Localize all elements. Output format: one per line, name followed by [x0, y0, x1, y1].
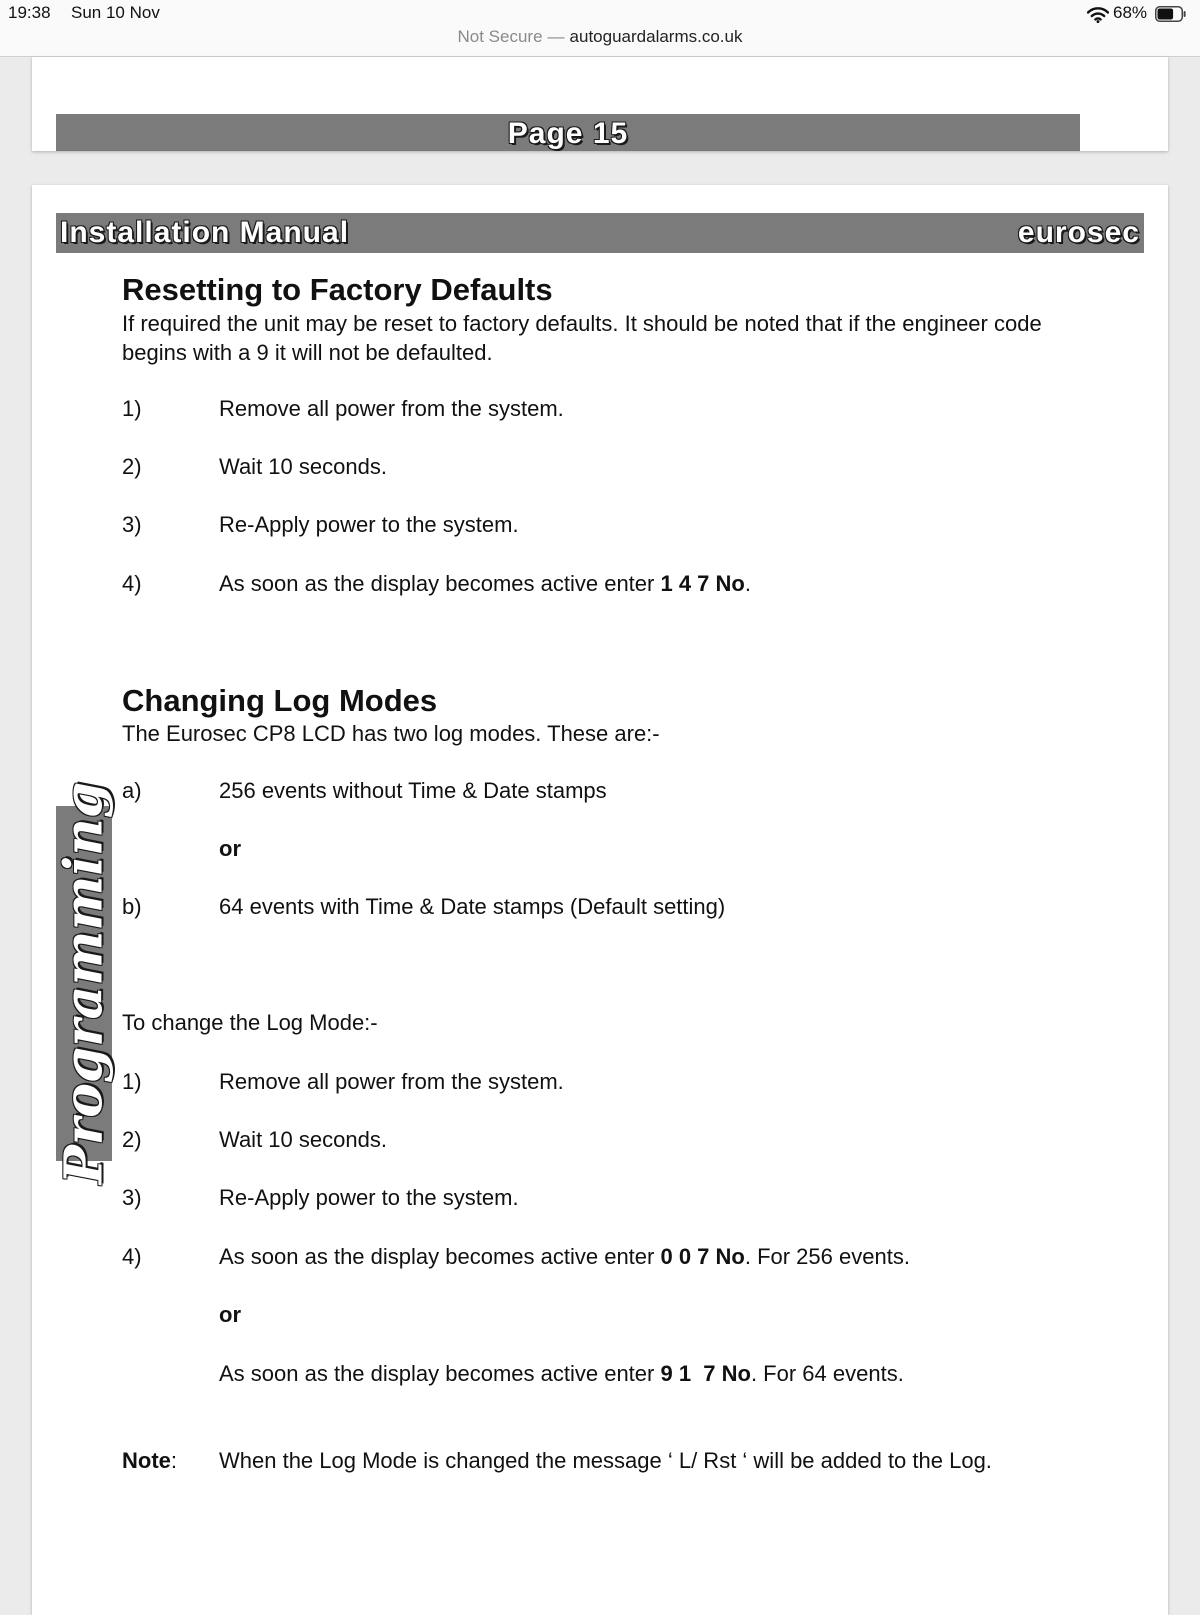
log-step-or: or — [219, 1302, 241, 1327]
reset-intro-line-1: If required the unit may be reset to factory defaults. It should be noted that if the engineer code — [122, 311, 1042, 336]
security-label: Not Secure — [457, 27, 543, 46]
log-step-text: Remove all power from the system. — [219, 1069, 564, 1094]
reset-step-number: 2) — [122, 454, 142, 479]
reset-step-text: Wait 10 seconds. — [219, 454, 387, 479]
log-alt-step-text — [219, 1361, 904, 1387]
reset-step-suffix: . — [744, 571, 751, 596]
section-side-tab — [53, 781, 115, 1185]
log-option-or: or — [219, 836, 241, 861]
log-alt-suffix: . For 64 events. — [750, 1361, 904, 1386]
domain-text: autoguardalarms.co.uk — [569, 27, 743, 46]
brand-name: eurosec — [1017, 216, 1140, 249]
wifi-icon — [1087, 7, 1109, 23]
note-label-text: Note — [122, 1448, 171, 1473]
log-step-suffix: . For 256 events. — [744, 1244, 910, 1269]
log-step-text: Wait 10 seconds. — [219, 1127, 387, 1152]
reset-step-text — [219, 571, 751, 597]
status-time: 19:38 — [8, 3, 51, 22]
log-step-number: 4) — [122, 1244, 142, 1269]
side-tab-label: Programming — [53, 781, 115, 1185]
battery-percent: 68% — [1113, 3, 1148, 22]
reset-step-number: 1) — [122, 396, 142, 421]
change-log-intro: To change the Log Mode:- — [122, 1010, 378, 1035]
log-code-64: 9 1 7 No — [660, 1361, 751, 1386]
status-bar — [0, 0, 1200, 57]
page-number-band — [56, 114, 1080, 151]
battery-fill — [1158, 9, 1174, 20]
address-bar[interactable] — [0, 27, 1200, 47]
log-step-number: 2) — [122, 1127, 142, 1152]
status-date: Sun 10 Nov — [71, 3, 160, 22]
manual-header-band — [56, 213, 1144, 253]
log-option-label: b) — [122, 894, 142, 919]
reset-intro-line-2: begins with a 9 it will not be defaulted. — [122, 340, 493, 365]
address-separator: — — [547, 27, 565, 46]
log-step-text: Re-Apply power to the system. — [219, 1185, 519, 1210]
log-step-number: 1) — [122, 1069, 142, 1094]
log-alt-prefix: As soon as the display becomes active enter — [219, 1361, 661, 1386]
log-step-prefix: As soon as the display becomes active enter — [219, 1244, 661, 1269]
reset-step-text: Remove all power from the system. — [219, 396, 564, 421]
previous-page-sheet — [32, 57, 1168, 151]
log-option-text: 256 events without Time & Date stamps — [219, 778, 607, 803]
note-label — [122, 1448, 177, 1474]
reset-step-number: 3) — [122, 512, 142, 537]
battery-icon — [1155, 6, 1186, 22]
log-option-text: 64 events with Time & Date stamps (Default setting) — [219, 894, 726, 919]
log-code-256: 0 0 7 No — [660, 1244, 745, 1269]
reset-step-text: Re-Apply power to the system. — [219, 512, 519, 537]
reset-step-prefix: As soon as the display becomes active enter — [219, 571, 661, 596]
log-section-title: Changing Log Modes — [122, 683, 438, 718]
log-step-text — [219, 1244, 910, 1270]
reset-code: 1 4 7 No — [660, 571, 745, 596]
page-number: Page 15 — [507, 117, 629, 150]
reset-step-number: 4) — [122, 571, 142, 596]
log-intro: The Eurosec CP8 LCD has two log modes. These are:- — [122, 721, 660, 746]
reset-section-title: Resetting to Factory Defaults — [122, 272, 553, 307]
note-colon: : — [170, 1448, 178, 1473]
log-option-label: a) — [122, 778, 142, 803]
log-step-number: 3) — [122, 1185, 142, 1210]
note-text: When the Log Mode is changed the message ‘ L/ Rst ‘ will be added to the Log. — [219, 1448, 992, 1473]
document-page — [32, 185, 1168, 1615]
manual-title: Installation Manual — [60, 216, 350, 249]
